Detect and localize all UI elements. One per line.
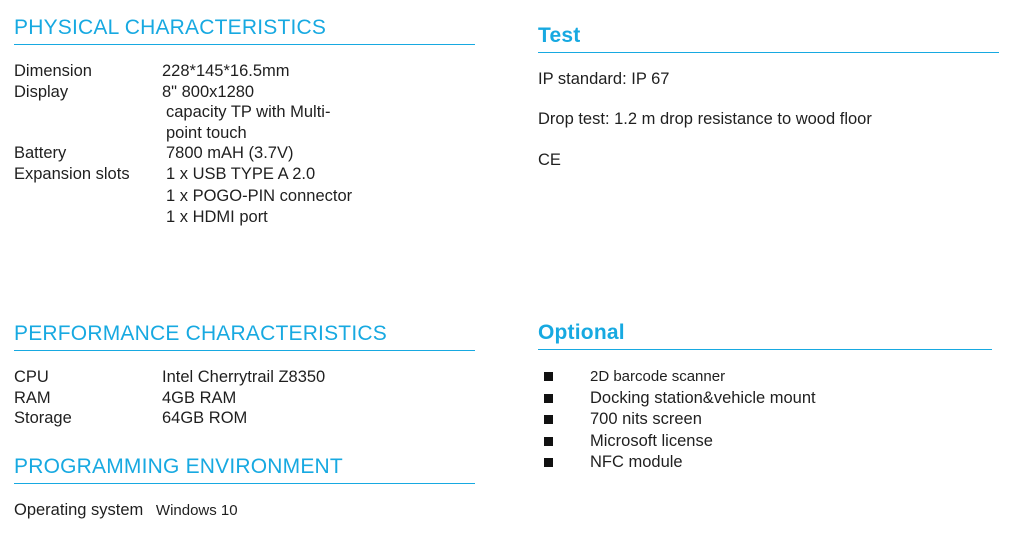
spec-value bbox=[162, 82, 475, 144]
optional-heading: Optional bbox=[538, 321, 992, 350]
spec-row-expansion-slots bbox=[14, 164, 475, 228]
programming-section bbox=[14, 455, 475, 521]
physical-rows bbox=[14, 61, 475, 227]
spec-value: 64GB ROM bbox=[162, 409, 248, 427]
optional-section bbox=[538, 321, 992, 474]
os-label: Operating system bbox=[14, 501, 144, 519]
performance-rows bbox=[14, 367, 475, 429]
spec-row-cpu bbox=[14, 367, 475, 388]
list-item-text: Docking station&vehicle mount bbox=[590, 388, 816, 407]
spec-label: Dimension bbox=[14, 62, 92, 80]
spec-value-line: 228*145*16.5mm bbox=[162, 62, 290, 80]
square-bullet-icon bbox=[544, 394, 553, 403]
square-bullet-icon bbox=[544, 437, 553, 446]
square-bullet-icon bbox=[544, 415, 553, 424]
spec-value-line: capacity TP with Multi- bbox=[166, 103, 331, 121]
test-items bbox=[538, 69, 999, 170]
square-bullet-icon bbox=[544, 458, 553, 467]
spec-value-line: 1 x USB TYPE A 2.0 bbox=[166, 164, 316, 183]
physical-section bbox=[14, 16, 475, 227]
spec-value-line: 1 x POGO-PIN connector bbox=[166, 187, 353, 205]
list-item-text: 2D barcode scanner bbox=[590, 368, 726, 385]
spec-row-ram bbox=[14, 388, 475, 409]
test-section bbox=[538, 24, 999, 170]
list-item-text: NFC module bbox=[590, 453, 683, 471]
spec-value-line: 1 x HDMI port bbox=[166, 207, 268, 226]
test-item-ip: IP standard: IP 67 bbox=[538, 70, 670, 88]
spec-label: Battery bbox=[14, 144, 67, 162]
spec-value bbox=[162, 143, 475, 164]
test-heading: Test bbox=[538, 24, 999, 53]
spec-value-line: point touch bbox=[166, 123, 247, 142]
list-item bbox=[538, 452, 992, 474]
spec-row-battery bbox=[14, 143, 475, 164]
spec-value: Intel Cherrytrail Z8350 bbox=[162, 368, 326, 386]
physical-heading: PHYSICAL CHARACTERISTICS bbox=[14, 16, 475, 45]
performance-section bbox=[14, 322, 475, 429]
list-item bbox=[538, 388, 992, 410]
os-row bbox=[14, 500, 475, 521]
performance-heading: PERFORMANCE CHARACTERISTICS bbox=[14, 322, 475, 351]
spec-row-dimension bbox=[14, 61, 475, 82]
spec-row-display bbox=[14, 82, 475, 144]
test-item-ce: CE bbox=[538, 151, 561, 169]
programming-heading: PROGRAMMING ENVIRONMENT bbox=[14, 455, 475, 484]
list-item-text: Microsoft license bbox=[590, 431, 713, 450]
optional-list bbox=[538, 366, 992, 474]
spec-value bbox=[162, 164, 475, 228]
spec-row-storage bbox=[14, 408, 475, 429]
test-item-drop: Drop test: 1.2 m drop resistance to wood floor bbox=[538, 110, 872, 128]
square-bullet-icon bbox=[544, 372, 553, 381]
spec-label: Display bbox=[14, 82, 69, 101]
spec-value: 4GB RAM bbox=[162, 388, 237, 407]
os-value: Windows 10 bbox=[155, 502, 238, 519]
spec-label: CPU bbox=[14, 368, 49, 386]
spec-label: RAM bbox=[14, 388, 51, 407]
spec-value bbox=[162, 61, 475, 82]
list-item-text: 700 nits screen bbox=[590, 410, 702, 428]
list-item bbox=[538, 409, 992, 431]
spec-label: Expansion slots bbox=[14, 164, 130, 183]
list-item bbox=[538, 366, 992, 388]
spec-value-line: 7800 mAH (3.7V) bbox=[166, 144, 294, 162]
spec-value-line: 8" 800x1280 bbox=[162, 82, 255, 101]
spec-label: Storage bbox=[14, 409, 72, 427]
list-item bbox=[538, 431, 992, 453]
